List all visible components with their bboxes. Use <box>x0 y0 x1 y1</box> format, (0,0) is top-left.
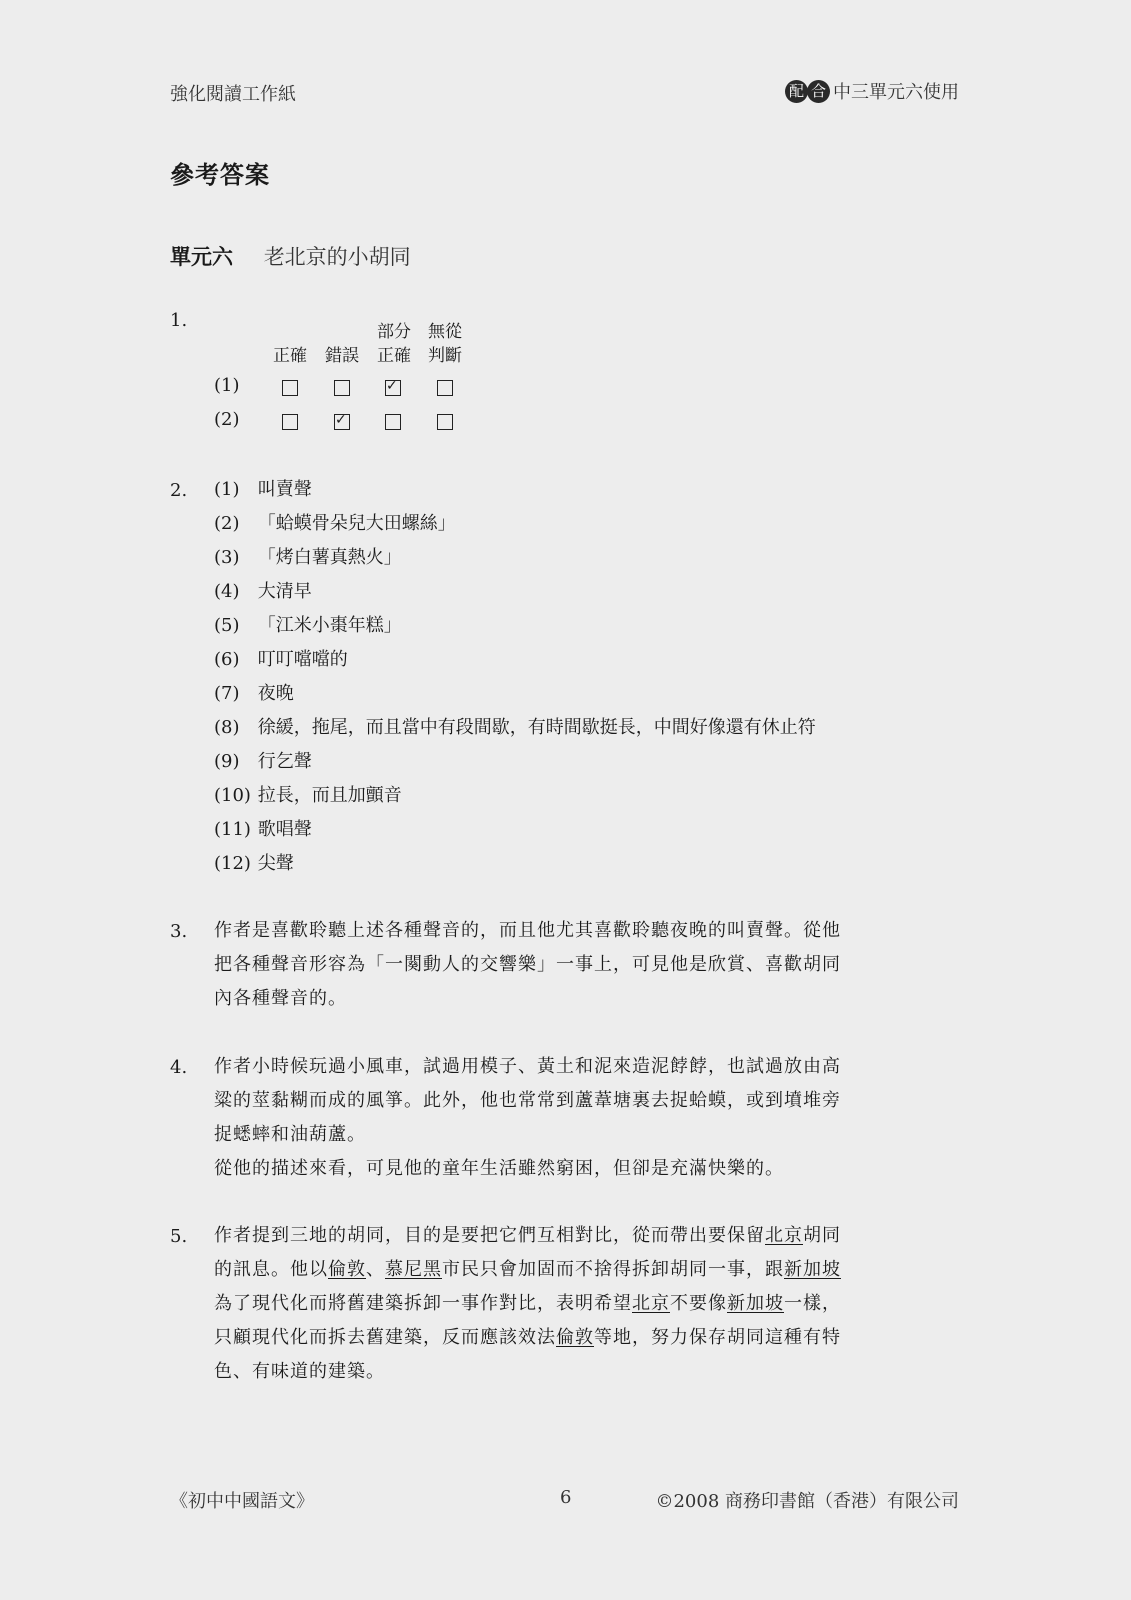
q4-number: 4. <box>170 1057 188 1078</box>
q4-answer: 作者小時候玩過小風車，試過用模子、黃土和泥來造泥餑餑，也試過放由高 粱的莖黏糊而成的風箏。此外，他也常常到蘆葦塘裏去捉蛤蟆，或到墳堆旁 捉蟋蟀和油葫蘆。 從他的描述來看，可見他的童年生活雖然窮困，但卻是充滿快樂的。 <box>214 1056 841 1179</box>
list-item: (8) 徐緩，拖尾，而且當中有段間歇，有時間歇挺長，中間好像還有休止符 <box>214 717 816 738</box>
q1-col-2: 錯誤 <box>325 346 359 366</box>
q1-checkbox <box>282 414 298 430</box>
list-item: (1) 叫賣聲 <box>214 479 312 500</box>
q2-answer-list <box>214 473 816 881</box>
list-item: (10) 拉長，而且加顫音 <box>214 785 402 806</box>
q2-number: 2. <box>170 480 188 501</box>
header-right-text: 中三單元六使用 <box>833 82 959 103</box>
q1-col-3: 部分 正確 <box>377 322 411 366</box>
q3-number: 3. <box>170 921 188 942</box>
q1-number: 1. <box>170 310 188 331</box>
page-title: 參考答案 <box>170 160 270 189</box>
q1-checkbox <box>437 414 453 430</box>
list-item: (3) 「烤白薯真熱火」 <box>214 547 402 568</box>
q1-row-1-label: (1) <box>214 375 240 396</box>
footer-page-number: 6 <box>560 1487 572 1508</box>
q1-col-4: 無從 判斷 <box>428 322 462 366</box>
list-item: (12) 尖聲 <box>214 853 294 874</box>
header-right <box>785 78 959 104</box>
list-item: (6) 叮叮噹噹的 <box>214 649 348 670</box>
list-item: (11) 歌唱聲 <box>214 819 312 840</box>
unit-label: 單元六 <box>170 245 233 269</box>
unit-heading <box>170 241 411 271</box>
q5-answer: 作者提到三地的胡同，目的是要把它們互相對比，從而帶出要保留北京胡同 的訊息。他以倫敦、慕尼黑市民只會加固而不捨得拆卸胡同一事，跟新加坡 為了現代化而將舊建築拆卸一事作對比，表明希望北京不要像新加坡一樣， 只顧現代化而拆去舊建築，反而應該效法倫敦等地，努力保存胡同這種有特 色、有味道的建築。 <box>214 1225 841 1382</box>
header-left-title: 強化閱讀工作紙 <box>170 84 296 105</box>
footer-copyright: ©2008 商務印書館（香港）有限公司 <box>655 1491 959 1512</box>
footer-book-title: 《初中中國語文》 <box>170 1491 314 1512</box>
list-item: (4) 大清早 <box>214 581 312 602</box>
list-item: (7) 夜晚 <box>214 683 294 704</box>
q1-checkbox <box>334 380 350 396</box>
q1-row-2-label: (2) <box>214 409 240 430</box>
q3-answer: 作者是喜歡聆聽上述各種聲音的，而且他尤其喜歡聆聽夜晚的叫賣聲。從他 把各種聲音形容為「一闋動人的交響樂」一事上，可見他是欣賞、喜歡胡同 內各種聲音的。 <box>214 920 841 1009</box>
badge-icon <box>785 80 829 103</box>
q5-number: 5. <box>170 1226 188 1247</box>
q1-checkbox <box>437 380 453 396</box>
list-item: (2) 「蛤蟆骨朵兒大田螺絲」 <box>214 513 456 534</box>
list-item: (5) 「江米小棗年糕」 <box>214 615 402 636</box>
q1-checkbox <box>385 380 401 396</box>
list-item: (9) 行乞聲 <box>214 751 312 772</box>
unit-title: 老北京的小胡同 <box>263 245 411 269</box>
q1-checkbox <box>334 414 350 430</box>
badge-char-1: 配 <box>785 80 808 103</box>
q1-checkbox <box>282 380 298 396</box>
q1-col-1: 正確 <box>273 346 307 366</box>
badge-char-2: 合 <box>807 80 830 103</box>
q1-checkbox <box>385 414 401 430</box>
